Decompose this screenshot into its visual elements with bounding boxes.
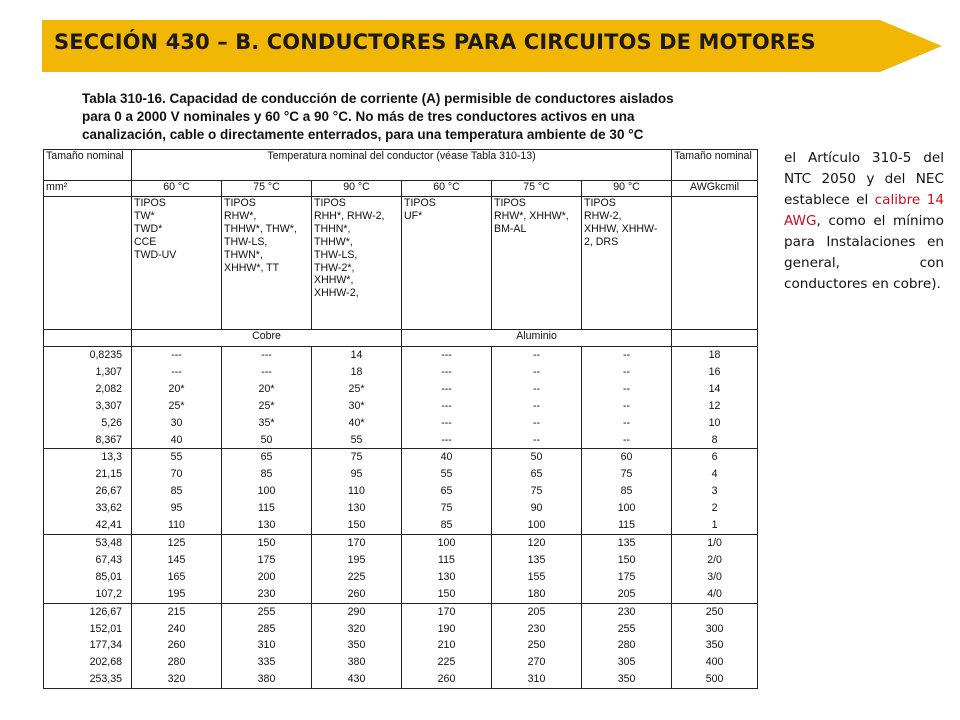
table-cell: 42,41 xyxy=(95,519,122,532)
insulation-type: XHHW*, xyxy=(314,274,354,287)
insulation-type: TIPOS xyxy=(404,197,436,209)
table-cell: 85,01 xyxy=(95,570,122,583)
table-cell: 380 xyxy=(257,673,276,686)
table-cell: 1 xyxy=(711,519,718,532)
column-awg xyxy=(672,449,758,535)
table-cell: 65 xyxy=(260,451,273,464)
table-cell: --- xyxy=(441,365,452,378)
table-cell: --- xyxy=(261,349,272,361)
table-cell: 85 xyxy=(170,485,183,498)
note-text: , como el mínimo para Instalaciones en general, con conductores en cobre). xyxy=(784,213,944,292)
table-cell: -- xyxy=(532,365,541,378)
material-copper: Cobre xyxy=(132,330,402,347)
insulation-type: THW-2*, xyxy=(314,261,355,274)
table-cell: 20* xyxy=(258,382,275,395)
column-cu75 xyxy=(222,603,312,689)
table-cell: 190 xyxy=(437,622,456,635)
table-cell: 115 xyxy=(618,519,635,532)
table-cell: 20* xyxy=(168,382,185,395)
size-header-right: Tamaño nominal xyxy=(672,150,758,181)
table-cell: 350 xyxy=(347,639,366,652)
table-cell: 115 xyxy=(258,502,275,515)
table-cell: 180 xyxy=(527,587,546,600)
insulation-type: THHW*, THW*, xyxy=(224,222,297,235)
types-cell xyxy=(222,197,312,330)
temp-column: 90 °C xyxy=(582,181,672,197)
table-cell: 150 xyxy=(617,553,636,566)
column-cu90 xyxy=(312,347,402,449)
table-cell: 335 xyxy=(257,656,276,669)
table-cell: 90 xyxy=(530,502,543,515)
insulation-type: TIPOS xyxy=(494,197,526,209)
table-cell: 60 xyxy=(620,451,633,464)
table-cell: 305 xyxy=(617,656,636,669)
insulation-type: TW* xyxy=(134,209,155,222)
table-cell: 280 xyxy=(167,656,186,669)
table-cell: 175 xyxy=(617,570,636,583)
table-cell: 25* xyxy=(258,399,275,412)
table-cell: 152,01 xyxy=(89,622,122,635)
types-cell xyxy=(402,197,492,330)
table-cell: --- xyxy=(441,382,452,395)
insulation-type: RHW-2, xyxy=(584,209,622,222)
table-cell: 5,26 xyxy=(101,416,122,429)
table-cell: 150 xyxy=(437,587,456,600)
empty-cell xyxy=(44,197,132,330)
note-text: el Artículo 310-5 del NTC 2050 y del NEC establece el xyxy=(784,150,944,208)
table-cell: 260 xyxy=(167,639,186,652)
table-cell: 40 xyxy=(440,451,453,464)
temp-column: 90 °C xyxy=(312,181,402,197)
column-cu75 xyxy=(222,534,312,603)
insulation-type: XHHW*, TT xyxy=(224,261,280,274)
temp-column: 60 °C xyxy=(402,181,492,197)
table-cell: 175 xyxy=(257,553,276,566)
insulation-type: RHW*, XHHW*, xyxy=(494,209,569,222)
column-cu90 xyxy=(312,449,402,535)
insulation-type: XHHW, XHHW- xyxy=(584,222,658,235)
side-note xyxy=(784,148,944,295)
insulation-type: THHW*, xyxy=(314,235,353,248)
table-cell: 145 xyxy=(167,553,186,566)
insulation-type: TIPOS xyxy=(224,197,256,209)
column-al75 xyxy=(492,534,582,603)
table-cell: 18 xyxy=(350,365,363,378)
table-cell: 225 xyxy=(347,570,366,583)
unit-awg: AWGkcmil xyxy=(672,181,758,197)
table-cell: -- xyxy=(623,382,631,395)
table-cell: 75 xyxy=(620,468,633,481)
insulation-type: UF* xyxy=(404,209,423,222)
table-cell: 380 xyxy=(347,656,366,669)
table-cell: 21,15 xyxy=(95,468,122,481)
table-cell: 33,62 xyxy=(95,502,122,515)
table-cell: 16 xyxy=(708,365,721,378)
table-cell: 55 xyxy=(350,433,363,446)
column-al60 xyxy=(402,347,492,449)
table-cell: 40 xyxy=(170,433,183,446)
table-cell: 320 xyxy=(347,622,366,635)
table-cell: 100 xyxy=(437,536,456,549)
column-mm2 xyxy=(44,603,132,689)
table-cell: 270 xyxy=(527,656,546,669)
ampacity-groups xyxy=(44,347,758,689)
column-cu60 xyxy=(132,603,222,689)
material-row xyxy=(44,330,758,347)
temperature-header: Temperatura nominal del conductor (véase Tabla 310-13) xyxy=(132,150,672,181)
table-cell: 14 xyxy=(708,382,721,395)
column-al60 xyxy=(402,534,492,603)
table-cell: 130 xyxy=(347,502,366,515)
table-cell: 230 xyxy=(527,622,546,635)
table-cell: 110 xyxy=(168,519,185,532)
insulation-type: THWN*, xyxy=(224,248,263,261)
table-cell: 250 xyxy=(705,605,724,618)
empty-cell xyxy=(672,330,758,347)
table-cell: 400 xyxy=(705,656,724,669)
table-cell: 6 xyxy=(711,451,718,464)
column-al75 xyxy=(492,449,582,535)
column-cu60 xyxy=(132,449,222,535)
table-cell: 67,43 xyxy=(95,553,122,566)
table-cell: -- xyxy=(532,349,541,361)
insulation-type: THW-LS, xyxy=(314,248,358,261)
table-cell: 320 xyxy=(167,673,186,686)
column-awg xyxy=(672,534,758,603)
value-group-row xyxy=(44,603,758,689)
caption-line: Tabla 310-16. Capacidad de conducción de corriente (A) permisible de conductores aislados xyxy=(82,91,674,106)
table-cell: 260 xyxy=(437,673,456,686)
table-cell: 30* xyxy=(348,399,365,412)
table-cell: 75 xyxy=(350,451,363,464)
table-cell: 310 xyxy=(527,673,546,686)
table-cell: --- xyxy=(441,416,452,429)
table-cell: 170 xyxy=(437,605,456,618)
table-cell: 4/0 xyxy=(707,587,722,600)
table-cell: 100 xyxy=(527,519,546,532)
table-cell: 135 xyxy=(617,536,636,549)
table-cell: 53,48 xyxy=(95,536,122,549)
column-awg xyxy=(672,603,758,689)
table-cell: 260 xyxy=(347,587,366,600)
table-cell: 253,35 xyxy=(89,673,122,686)
size-header: Tamaño nominal xyxy=(44,150,132,181)
table-cell: 310 xyxy=(257,639,276,652)
column-cu60 xyxy=(132,534,222,603)
column-al75 xyxy=(492,603,582,689)
column-al60 xyxy=(402,603,492,689)
table-cell: 240 xyxy=(167,622,186,635)
table-cell: 95 xyxy=(170,502,183,515)
table-cell: -- xyxy=(532,433,541,446)
table-cell: 300 xyxy=(705,622,724,635)
column-cu60 xyxy=(132,347,222,449)
table-cell: --- xyxy=(171,349,182,361)
table-cell: 25* xyxy=(348,382,365,395)
table-cell: 3,307 xyxy=(95,399,122,412)
table-cell: 4 xyxy=(711,468,718,481)
column-al60 xyxy=(402,449,492,535)
table-cell: 500 xyxy=(705,673,724,686)
table-cell: 150 xyxy=(347,519,366,532)
table-cell: 8 xyxy=(711,433,718,446)
insulation-type: TIPOS xyxy=(134,197,166,209)
value-group-row xyxy=(44,449,758,535)
table-cell: 18 xyxy=(708,349,721,361)
table-cell: 2 xyxy=(711,502,718,515)
table-cell: 75 xyxy=(530,485,543,498)
table-cell: 250 xyxy=(527,639,546,652)
table-cell: 150 xyxy=(257,536,276,549)
column-al90 xyxy=(582,534,672,603)
insulation-type: TIPOS xyxy=(314,197,346,209)
table-cell: 1/0 xyxy=(707,536,722,549)
table-cell: 107,2 xyxy=(95,587,122,600)
table-cell: 40* xyxy=(348,416,365,429)
insulation-type: XHHW-2, xyxy=(314,287,359,300)
table-cell: 255 xyxy=(257,605,276,618)
table-cell: 285 xyxy=(257,622,276,635)
insulation-type: RHH*, RHW-2, xyxy=(314,209,385,222)
insulation-type: RHW*, xyxy=(224,209,257,222)
unit-mm2: mm² xyxy=(44,181,132,197)
table-cell: 85 xyxy=(260,468,273,481)
table-cell: 130 xyxy=(257,519,276,532)
table-cell: 100 xyxy=(257,485,276,498)
table-cell: 255 xyxy=(617,622,636,635)
table-cell: 1,307 xyxy=(95,365,122,378)
table-cell: 75 xyxy=(440,502,453,515)
column-cu90 xyxy=(312,534,402,603)
table-cell: 8,367 xyxy=(95,433,122,446)
table-cell: 13,3 xyxy=(101,451,122,464)
table-cell: -- xyxy=(623,433,631,446)
table-cell: 200 xyxy=(257,570,276,583)
material-aluminum: Aluminio xyxy=(402,330,672,347)
page-title: SECCIÓN 430 – B. CONDUCTORES PARA CIRCUITOS DE MOTORES xyxy=(54,30,816,54)
table-cell: -- xyxy=(623,365,631,378)
table-cell: 14 xyxy=(350,349,363,361)
column-al90 xyxy=(582,449,672,535)
insulation-types-row xyxy=(44,197,758,330)
table-cell: 100 xyxy=(617,502,636,515)
table-cell: 85 xyxy=(620,485,633,498)
table-cell: -- xyxy=(623,399,631,412)
temp-column: 60 °C xyxy=(132,181,222,197)
column-mm2 xyxy=(44,347,132,449)
title-banner xyxy=(42,18,942,74)
column-cu75 xyxy=(222,449,312,535)
value-group-row xyxy=(44,347,758,449)
insulation-type: TIPOS xyxy=(584,197,616,209)
empty-cell xyxy=(672,197,758,330)
insulation-type: TWD-UV xyxy=(134,248,177,261)
table-cell: 55 xyxy=(170,451,183,464)
table-cell: 210 xyxy=(437,639,456,652)
table-cell: 290 xyxy=(347,605,366,618)
insulation-type: THHN*, xyxy=(314,222,351,235)
table-cell: 25* xyxy=(168,399,185,412)
table-cell: 165 xyxy=(167,570,186,583)
table-cell: --- xyxy=(171,365,182,378)
types-cell xyxy=(312,197,402,330)
table-cell: 350 xyxy=(705,639,724,652)
table-cell: 195 xyxy=(167,587,186,600)
table-cell: -- xyxy=(623,349,631,361)
column-al90 xyxy=(582,603,672,689)
table-cell: 65 xyxy=(440,485,453,498)
column-mm2 xyxy=(44,449,132,535)
table-cell: 50 xyxy=(260,433,273,446)
table-cell: 202,68 xyxy=(89,656,122,669)
table-caption xyxy=(82,90,722,144)
column-al75 xyxy=(492,347,582,449)
insulation-type: THW-LS, xyxy=(224,235,268,248)
table-cell: 120 xyxy=(527,536,546,549)
table-cell: 350 xyxy=(617,673,636,686)
temp-column: 75 °C xyxy=(492,181,582,197)
table-cell: 3 xyxy=(711,485,718,498)
table-cell: 177,34 xyxy=(89,639,122,652)
table-cell: 205 xyxy=(617,587,636,600)
table-cell: 205 xyxy=(527,605,546,618)
types-cell xyxy=(582,197,672,330)
table-cell: 10 xyxy=(708,416,721,429)
insulation-type: TWD* xyxy=(134,222,163,235)
table-cell: 2/0 xyxy=(707,553,722,566)
table-cell: 110 xyxy=(348,485,365,498)
insulation-type: BM-AL xyxy=(494,222,527,235)
table-cell: -- xyxy=(532,416,541,429)
table-cell: 35* xyxy=(258,416,275,429)
column-al90 xyxy=(582,347,672,449)
table-cell: 195 xyxy=(347,553,366,566)
table-cell: 70 xyxy=(170,468,183,481)
table-cell: 50 xyxy=(530,451,543,464)
table-cell: 215 xyxy=(167,605,186,618)
table-cell: 3/0 xyxy=(707,570,722,583)
caption-line: para 0 a 2000 V nominales y 60 °C a 90 °C. No más de tres conductores activos en una xyxy=(82,109,635,124)
insulation-type: CCE xyxy=(134,235,157,248)
table-cell: --- xyxy=(441,349,452,361)
temp-column: 75 °C xyxy=(222,181,312,197)
table-cell: 225 xyxy=(437,656,456,669)
table-cell: -- xyxy=(532,382,541,395)
table-cell: 130 xyxy=(437,570,456,583)
column-cu90 xyxy=(312,603,402,689)
table-cell: -- xyxy=(623,416,631,429)
table-cell: 135 xyxy=(527,553,546,566)
table-cell: 95 xyxy=(350,468,363,481)
caption-line: canalización, cable o directamente enterrados, para una temperatura ambiente de 30 °C xyxy=(82,127,644,142)
table-cell: --- xyxy=(441,399,452,412)
table-cell: 26,67 xyxy=(95,485,122,498)
table-cell: 170 xyxy=(347,536,366,549)
note-highlight: calibre 14 AWG xyxy=(784,192,944,229)
table-cell: 85 xyxy=(440,519,453,532)
table-cell: 30 xyxy=(170,416,183,429)
table-cell: 125 xyxy=(167,536,186,549)
table-cell: 126,67 xyxy=(89,605,122,618)
table-cell: 230 xyxy=(617,605,636,618)
column-mm2 xyxy=(44,534,132,603)
types-cell xyxy=(492,197,582,330)
types-cell xyxy=(132,197,222,330)
column-awg xyxy=(672,347,758,449)
table-cell: 65 xyxy=(530,468,543,481)
table-cell: 430 xyxy=(347,673,366,686)
ampacity-table xyxy=(43,149,758,689)
table-cell: -- xyxy=(532,399,541,412)
table-cell: 12 xyxy=(708,399,721,412)
value-group-row xyxy=(44,534,758,603)
table-cell: 2,082 xyxy=(95,382,122,395)
table-cell: 115 xyxy=(438,553,455,566)
table-cell: 155 xyxy=(527,570,546,583)
insulation-type: 2, DRS xyxy=(584,235,619,248)
column-cu75 xyxy=(222,347,312,449)
table-cell: --- xyxy=(441,433,452,446)
table-cell: 280 xyxy=(617,639,636,652)
table-cell: 0,8235 xyxy=(89,349,122,361)
empty-cell xyxy=(44,330,132,347)
table-cell: --- xyxy=(261,365,272,378)
table-cell: 230 xyxy=(257,587,276,600)
table-cell: 55 xyxy=(440,468,453,481)
